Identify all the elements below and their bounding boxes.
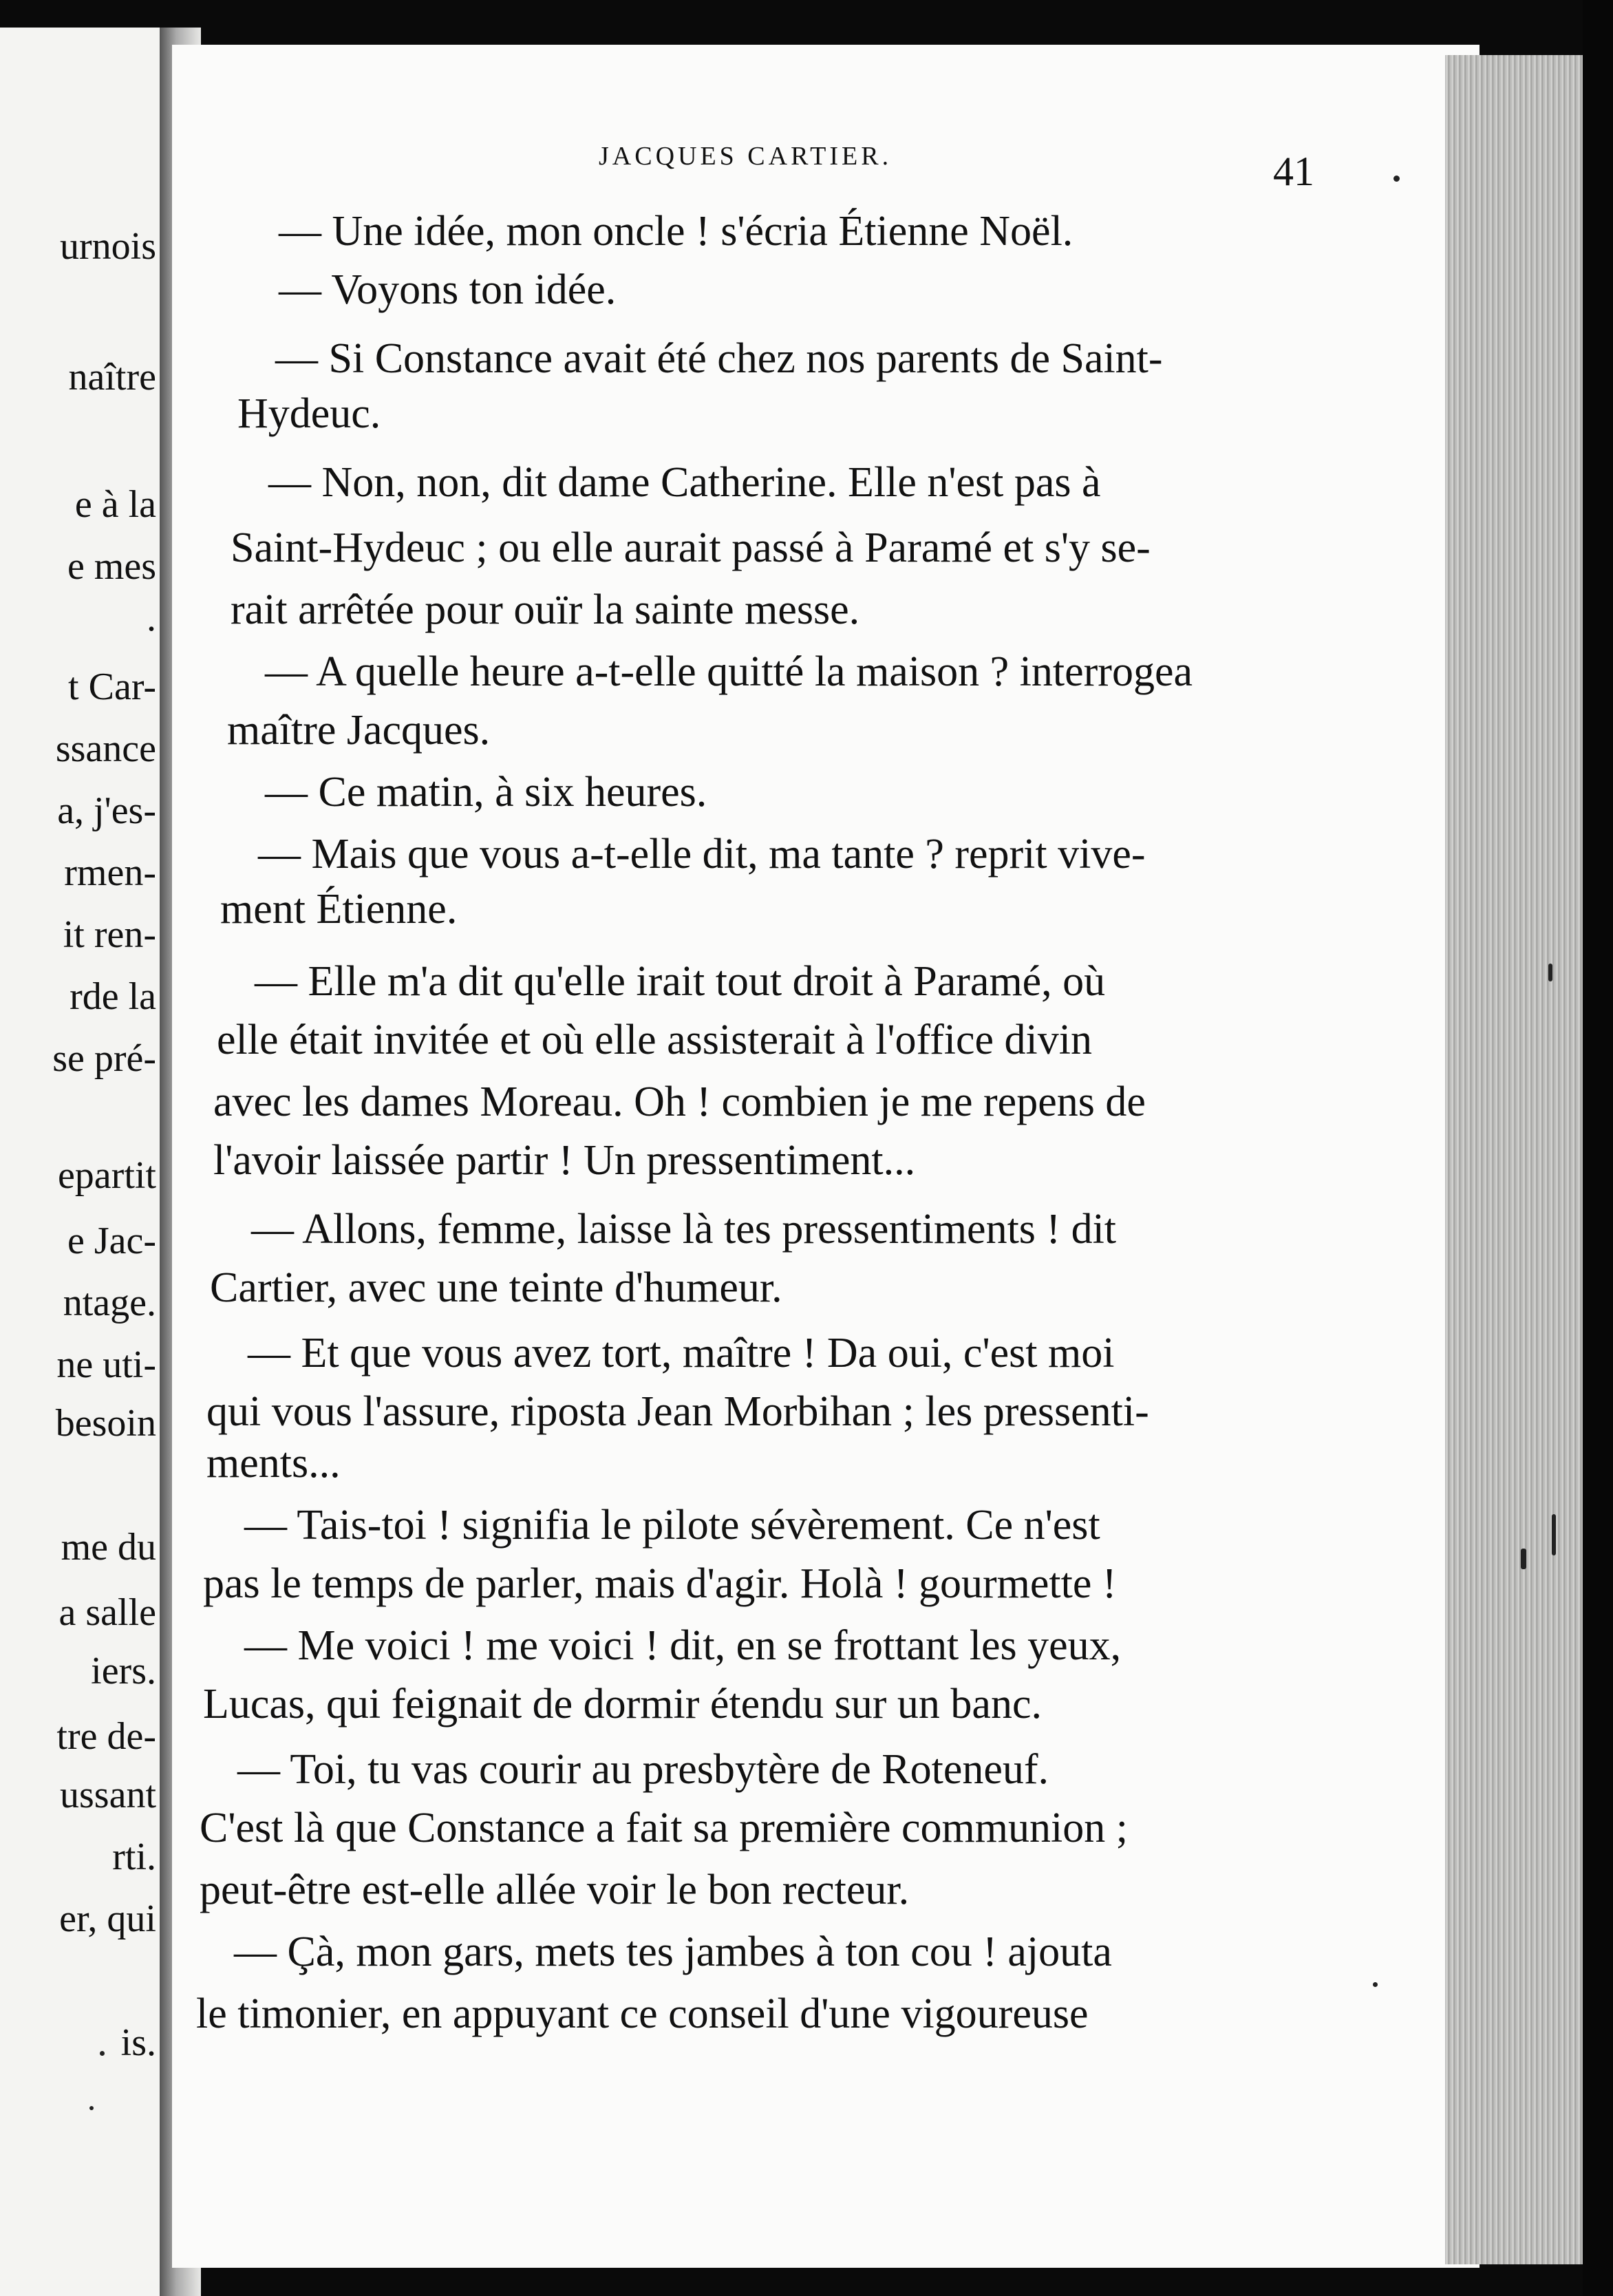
scan-speck	[1373, 1982, 1378, 1987]
text-line: — Elle m'a dit qu'elle irait tout droit à Paramé, où	[255, 958, 1106, 1005]
left-page-fragment: me du	[61, 1526, 156, 1569]
text-line: Saint-Hydeuc ; ou elle aurait passé à Paramé et s'y se-	[231, 524, 1151, 571]
left-facing-page	[0, 28, 166, 2296]
left-page-fragment: se pré-	[52, 1037, 156, 1080]
scan-speck	[1393, 176, 1400, 182]
scan-speck	[1521, 1549, 1526, 1569]
text-line: maître Jacques.	[227, 707, 491, 754]
scan-speck	[100, 2051, 105, 2056]
scan-border	[1583, 0, 1613, 2296]
text-line: — Çà, mon gars, mets tes jambes à ton cou ! ajouta	[234, 1928, 1112, 1975]
left-page-fragment: e à la	[74, 483, 156, 526]
text-line: — Et que vous avez tort, maître ! Da oui, c'est moi	[248, 1330, 1115, 1376]
text-line: ments...	[206, 1440, 341, 1487]
left-page-fragment: ssance	[55, 727, 156, 770]
text-line: — Ce matin, à six heures.	[265, 769, 707, 816]
text-line: Lucas, qui feignait de dormir étendu sur un banc.	[203, 1681, 1042, 1728]
text-line: — Si Constance avait été chez nos parents de Saint-	[275, 335, 1163, 382]
text-line: qui vous l'assure, riposta Jean Morbihan ; les pressenti-	[206, 1388, 1149, 1435]
left-page-fragment: tre de-	[56, 1715, 156, 1758]
left-page-fragment: er, qui	[59, 1898, 156, 1940]
left-page-fragment: ntage.	[63, 1282, 156, 1324]
text-line: — Tais-toi ! signifia le pilote sévèrement. Ce n'est	[244, 1502, 1100, 1549]
text-line: rait arrêtée pour ouïr la sainte messe.	[231, 586, 860, 633]
text-line: elle était invitée et où elle assisterait à l'office divin	[217, 1017, 1092, 1063]
page-number: 41	[1273, 149, 1314, 194]
left-page-fragment: ussant	[60, 1774, 156, 1816]
left-page-fragment: e mes	[67, 545, 156, 588]
left-page-fragment: is.	[120, 2021, 156, 2064]
text-line: pas le temps de parler, mais d'agir. Holà ! gourmette !	[203, 1560, 1117, 1607]
left-page-fragment: e Jac-	[67, 1220, 156, 1262]
scan-speck	[1552, 1514, 1556, 1555]
text-line: le timonier, en appuyant ce conseil d'une vigoureuse	[196, 1990, 1089, 2037]
left-page-fragment: besoin	[55, 1402, 156, 1445]
text-line: — Voyons ton idée.	[279, 266, 617, 313]
text-line: l'avoir laissée partir ! Un pressentiment...	[213, 1137, 916, 1184]
page-edge-stack	[1445, 55, 1583, 2264]
left-page-fragment: epartit	[57, 1154, 156, 1197]
left-page-fragment: it ren-	[63, 913, 156, 956]
left-page-fragment: ne uti-	[56, 1343, 156, 1386]
text-line: — Me voici ! me voici ! dit, en se frottant les yeux,	[244, 1622, 1122, 1669]
left-page-fragment: naître	[68, 356, 156, 398]
text-line: — Mais que vous a-t-elle dit, ma tante ? reprit vive-	[258, 831, 1146, 878]
left-page-fragment: a salle	[58, 1591, 156, 1634]
text-line: Hydeuc.	[237, 390, 381, 437]
scan-speck	[89, 2106, 94, 2110]
running-head: JACQUES CARTIER.	[599, 142, 893, 171]
text-line: — Non, non, dit dame Catherine. Elle n'est pas à	[268, 459, 1101, 506]
text-line: peut-être est-elle allée voir le bon recteur.	[200, 1867, 910, 1913]
text-line: C'est là que Constance a fait sa première communion ;	[200, 1805, 1128, 1851]
left-page-fragment: .	[147, 597, 156, 639]
text-line: — Allons, femme, laisse là tes pressentiments ! dit	[251, 1206, 1117, 1253]
left-page-fragment: t Car-	[68, 666, 156, 708]
left-page-fragment: a, j'es-	[57, 789, 156, 832]
left-page-fragment: rde la	[70, 975, 156, 1018]
left-page-fragment: iers.	[91, 1650, 156, 1692]
text-line: ment Étienne.	[220, 886, 458, 933]
text-line: avec les dames Moreau. Oh ! combien je me repens de	[213, 1078, 1146, 1125]
left-page-fragment: rmen-	[64, 851, 156, 894]
text-line: — A quelle heure a-t-elle quitté la maison ? interrogea	[265, 648, 1193, 695]
text-line: — Une idée, mon oncle ! s'écria Étienne Noël.	[279, 208, 1073, 255]
text-line: — Toi, tu vas courir au presbytère de Roteneuf.	[237, 1746, 1049, 1793]
left-page-fragment: rti.	[112, 1836, 156, 1878]
left-page-fragment: urnois	[60, 225, 156, 268]
text-line: Cartier, avec une teinte d'humeur.	[210, 1264, 782, 1311]
scan-speck	[1548, 964, 1552, 981]
